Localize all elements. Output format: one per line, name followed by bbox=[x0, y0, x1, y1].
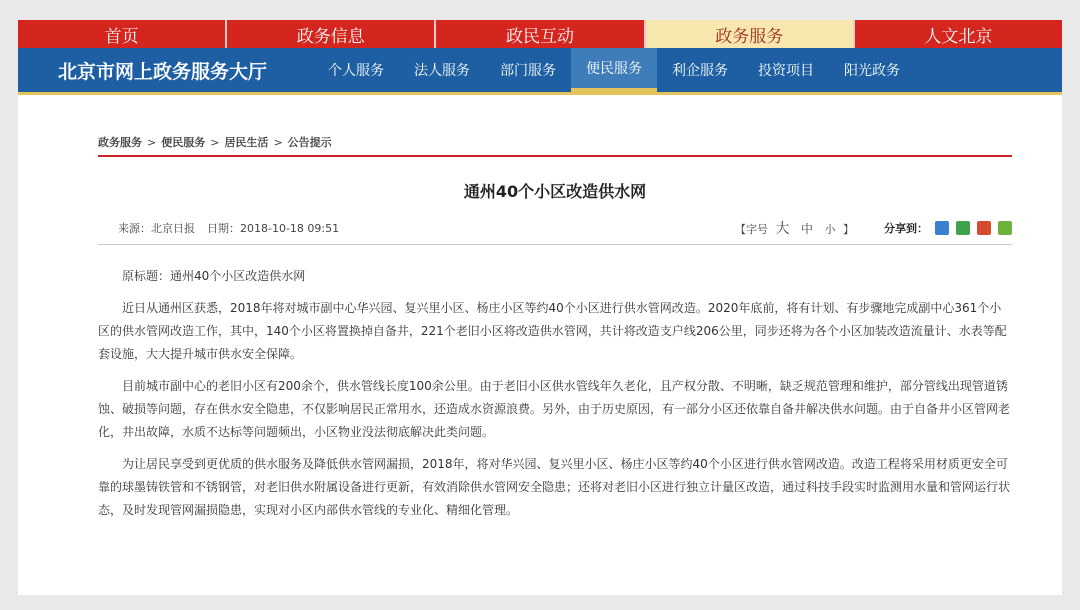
nav-enterprise[interactable]: 利企服务 bbox=[672, 63, 728, 79]
nav-investment[interactable]: 投资项目 bbox=[758, 63, 814, 79]
share-label: 分享到： bbox=[884, 222, 928, 235]
breadcrumb-item[interactable]: 居民生活 bbox=[224, 136, 269, 149]
original-title: 原标题：通州40个小区改造供水网 bbox=[122, 269, 306, 283]
share-icon-2[interactable] bbox=[956, 221, 970, 235]
breadcrumb: 政务服务 > 便民服务 > 居民生活 > 公告提示 bbox=[98, 134, 1012, 157]
article-title: 通州40个小区改造供水网 bbox=[463, 182, 647, 201]
article-body bbox=[98, 265, 1012, 522]
browser-page bbox=[18, 20, 1062, 595]
font-size-large[interactable]: 大 bbox=[775, 221, 790, 237]
top-nav-culture[interactable]: 人文北京 bbox=[924, 26, 993, 47]
nav-convenience[interactable]: 便民服务 bbox=[571, 48, 657, 92]
nav-transparency[interactable]: 阳光政务 bbox=[844, 63, 900, 79]
article-paragraph: 目前城市副中心的老旧小区有200余个，供水管线长度100余公里。由于老旧小区供水管线年久老化，且产权分散、不明晰，缺乏规范管理和维护，部分管线出现管道锈蚀、破损等问题，存在供水安全隐患，不仅影响居民正常用水，还造成水资源浪费。另外，由于历史原因，有一部分小区还依靠自备井解决供水问题。由于自备井小区管网老化，井出故障，水质不达标等问题频出，小区物业没法彻底解决此类问题。 bbox=[98, 379, 1011, 439]
top-nav bbox=[18, 20, 1062, 48]
share-icon-3[interactable] bbox=[977, 221, 991, 235]
top-nav-gov-info[interactable]: 政务信息 bbox=[227, 20, 436, 48]
nav-legal[interactable]: 法人服务 bbox=[414, 63, 470, 79]
share-icon-1[interactable] bbox=[935, 221, 949, 235]
content-area bbox=[18, 134, 1062, 522]
nav-department[interactable]: 部门服务 bbox=[500, 63, 556, 79]
top-nav-interaction[interactable]: 政民互动 bbox=[436, 20, 645, 48]
main-nav bbox=[18, 48, 1062, 95]
font-size-small[interactable]: 小 bbox=[824, 223, 836, 236]
breadcrumb-item[interactable]: 政务服务 bbox=[98, 136, 142, 149]
breadcrumb-item[interactable]: 便民服务 bbox=[161, 136, 206, 149]
top-nav-home[interactable]: 首页 bbox=[18, 20, 227, 48]
article-meta bbox=[98, 218, 1012, 245]
article-paragraph: 近日从通州区获悉，2018年将对城市副中心华兴园、复兴里小区、杨庄小区等约40个小区进行供水管网改造。2020年底前，将有计划、有步骤地完成副中心361个小区的供水管网改造工作，其中，140个小区将置换掉自备井，221个老旧小区将改造供水管网，共计将改造支户线206公里，同步还将为各个小区加装改造流量计、水表等配套设施，大大提升城市供水安全保障。 bbox=[98, 301, 1007, 361]
nav-personal[interactable]: 个人服务 bbox=[328, 63, 384, 79]
top-nav-gov-service[interactable]: 政务服务 bbox=[646, 20, 855, 48]
font-size-control: 【字号 大 中 小 】 bbox=[734, 221, 854, 237]
article-date: 日期：2018-10-18 09:51 bbox=[207, 222, 340, 235]
font-size-medium[interactable]: 中 bbox=[800, 222, 813, 236]
article-source: 来源：北京日报 bbox=[118, 222, 195, 235]
article-paragraph: 为让居民享受到更优质的供水服务及降低供水管网漏损，2018年，将对华兴园、复兴里小区、杨庄小区等约40个小区进行供水管网改造。改造工程将采用材质更安全可靠的球墨铸铁管和不锈钢管，对老旧供水附属设备进行更新，有效消除供水管网安全隐患；还将对老旧小区进行独立计量区改造，通过科技手段实时监测用水量和管网运行状态，及时发现管网漏损隐患，实现对小区内部供水管线的专业化、精细化管理。 bbox=[98, 457, 1011, 517]
share-icon-4[interactable] bbox=[998, 221, 1012, 235]
breadcrumb-current: 公告提示 bbox=[287, 136, 332, 149]
site-title[interactable]: 北京市网上政务服务大厅 bbox=[58, 60, 268, 83]
